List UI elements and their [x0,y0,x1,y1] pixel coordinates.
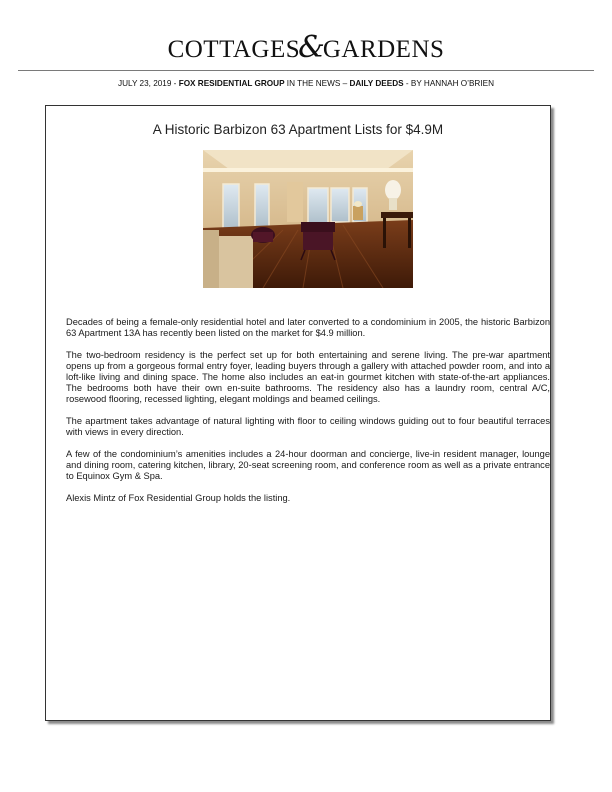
logo-word-gardens: GARDENS [322,36,445,63]
article-body [66,317,550,515]
byline-firm: FOX RESIDENTIAL GROUP [178,79,285,88]
logo-word-cottages: COTTAGES [167,36,301,63]
byline-section: DAILY DEEDS [349,79,404,88]
byline-author: - BY HANNAH O’BRIEN [403,79,494,88]
article-card [45,105,551,721]
article-paragraph: The two-bedroom residency is the perfect set up for both entertaining and serene living. The pre-war apartment opens up from a gorgeous formal entry foyer, leading buyers through a gallery with attached powder room, and into a loft-like living and dining space. The home also includes an eat-in gourmet kitchen with state-of-the-art appliances. The bedrooms both have their own en-suite bathrooms. The residency also has a laundry room, central A/C, rosewood flooring, recessed lighting, elegant moldings and beamed ceilings. [66,350,550,404]
byline [0,79,612,88]
header-divider [18,70,594,71]
article-paragraph: A few of the condominium’s amenities includes a 24-hour doorman and concierge, live-in resident manager, lounge and dining room, catering kitchen, library, 20-seat screening room, and conference room as well as a private entrance to Equinox Gym & Spa. [66,449,550,481]
article-paragraph: Decades of being a female-only residential hotel and later converted to a condominium in 2005, the historic Barbizon 63 Apartment 13A has recently been listed on the market for $4.9 million. [66,317,550,338]
article-paragraph: The apartment takes advantage of natural lighting with floor to ceiling windows guiding out to four beautiful terraces with views in every direction. [66,416,550,437]
masthead-logo [0,30,612,65]
logo-ampersand: & [298,30,325,65]
article-paragraph: Alexis Mintz of Fox Residential Group holds the listing. [66,493,291,503]
byline-mid: IN THE NEWS – [284,79,350,88]
byline-date: JULY 23, 2019 - [118,79,179,88]
apartment-photo [203,150,413,288]
article-title: A Historic Barbizon 63 Apartment Lists for $4.9M [152,122,444,137]
